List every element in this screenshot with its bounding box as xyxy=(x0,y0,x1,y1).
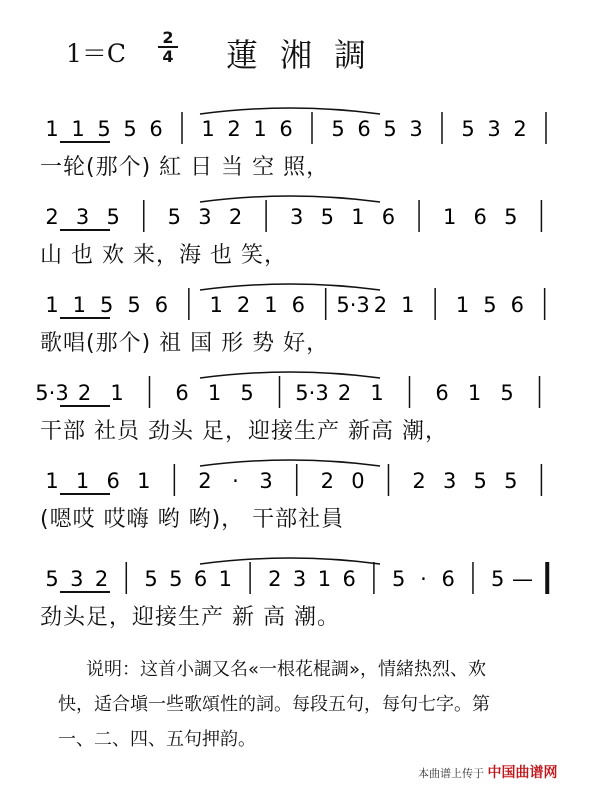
note: 6 xyxy=(175,381,189,405)
note: 5 xyxy=(167,205,182,229)
note: 5 xyxy=(383,117,397,141)
note: 5 xyxy=(320,205,334,229)
note: 1 xyxy=(467,381,482,405)
note: 3 xyxy=(75,205,90,229)
notation xyxy=(40,462,570,502)
note: 1 xyxy=(253,117,267,141)
lyric-line: 劲头足，迎接生产 新 高 潮。 xyxy=(40,605,340,630)
note: 6 xyxy=(149,117,163,141)
note: — xyxy=(511,567,533,591)
footer-uploaded: 本曲谱上传于 xyxy=(418,767,484,780)
note: 5 xyxy=(500,381,514,405)
notation xyxy=(35,374,570,414)
time-signature xyxy=(158,30,178,64)
note: 1 xyxy=(401,293,415,317)
note: 1 xyxy=(201,117,215,141)
song-title: 蓮湘調 xyxy=(226,36,389,74)
note: 5 xyxy=(127,293,141,317)
note: 6 xyxy=(357,117,371,141)
note: 2 xyxy=(268,567,282,591)
note: 5·3 xyxy=(35,381,69,405)
note: 1 xyxy=(110,381,124,405)
note: 6 xyxy=(510,293,524,317)
time-bottom: 4 xyxy=(162,47,174,66)
note: 6 xyxy=(342,567,356,591)
note: · xyxy=(232,469,239,493)
lyric-line: 山 也 欢 来，海 也 笑， xyxy=(40,243,287,268)
note: 1 xyxy=(351,205,365,229)
note: 5 xyxy=(45,567,59,591)
note: 5 xyxy=(461,117,475,141)
note: 5 xyxy=(100,293,114,317)
note: 5 xyxy=(144,567,158,591)
note: 5 xyxy=(473,469,487,493)
note: 2 xyxy=(337,381,352,405)
lyric-line: 歌唱(那个) 祖 国 形 势 好， xyxy=(40,331,330,356)
note: 1 xyxy=(442,205,457,229)
note: 2 xyxy=(45,205,59,229)
explanation-line-3: 一、二、四、五句押韵。 xyxy=(58,729,256,750)
note: 5 xyxy=(97,117,111,141)
note: 2 xyxy=(320,469,334,493)
note: 5 xyxy=(491,567,505,591)
key-signature: 1＝C xyxy=(66,39,127,68)
note: 5 xyxy=(504,205,518,229)
note: 5 xyxy=(240,381,254,405)
lyric-line: 干部 社员 劲头 足，迎接生产 新高 潮， xyxy=(40,419,448,444)
note: 1 xyxy=(455,293,470,317)
note: 5 xyxy=(504,469,518,493)
note: 1 xyxy=(45,293,59,317)
note: 2 xyxy=(198,469,212,493)
note: 3 xyxy=(442,469,457,493)
footer xyxy=(418,762,558,782)
note: 5 xyxy=(483,293,497,317)
slur-mark xyxy=(200,108,380,114)
note: 5·3 xyxy=(336,293,370,317)
note: 1 xyxy=(71,117,85,141)
notation xyxy=(40,286,570,326)
note: 1 xyxy=(370,381,384,405)
note: 3 xyxy=(409,117,423,141)
note: 1 xyxy=(137,469,151,493)
note: 6 xyxy=(291,293,306,317)
brand-logo: 中国曲谱网 xyxy=(487,765,558,781)
time-top: 2 xyxy=(162,28,174,47)
note: 5·3 xyxy=(295,381,329,405)
lyric-line: (嗯哎 哎嗨 哟 哟)， 干部社員 xyxy=(40,507,345,532)
note: 2 xyxy=(227,117,241,141)
note: 1 xyxy=(45,469,59,493)
note: 3 xyxy=(487,117,501,141)
note: 3 xyxy=(290,205,304,229)
note: 6 xyxy=(473,205,487,229)
note: 5 xyxy=(391,567,406,591)
note: 6 xyxy=(381,205,396,229)
note: 0 xyxy=(351,469,365,493)
note: 6 xyxy=(441,567,455,591)
note: 2 xyxy=(513,117,527,141)
explanation xyxy=(58,652,578,757)
notation xyxy=(40,110,570,150)
lyric-line: 一轮(那个) 紅 日 当 空 照， xyxy=(40,155,330,180)
note: 6 xyxy=(154,293,169,317)
note: 1 xyxy=(317,567,332,591)
note: 5 xyxy=(331,117,345,141)
note: 6 xyxy=(193,567,208,591)
note: 3 xyxy=(292,567,307,591)
note: 6 xyxy=(279,117,293,141)
note: 2 xyxy=(373,293,388,317)
note: 2 xyxy=(228,205,243,229)
note: 1 xyxy=(75,469,90,493)
notation xyxy=(40,560,570,600)
staff-line xyxy=(40,462,570,572)
note: 3 xyxy=(70,567,84,591)
note: 6 xyxy=(435,381,449,405)
note: 1 xyxy=(209,293,223,317)
note: 5 xyxy=(123,117,137,141)
note: 3 xyxy=(198,205,212,229)
note: 5 xyxy=(106,205,120,229)
note: · xyxy=(420,567,427,591)
note: 1 xyxy=(218,567,233,591)
note: 1 xyxy=(207,381,222,405)
note: 6 xyxy=(106,469,120,493)
note: 2 xyxy=(77,381,92,405)
note: 1 xyxy=(72,293,87,317)
note: 1 xyxy=(264,293,278,317)
note: 2 xyxy=(94,567,109,591)
note: 2 xyxy=(236,293,251,317)
explanation-line-2: 快，适合塡一些歌頌性的詞。每段五句，每句七字。第 xyxy=(58,694,490,715)
note: 3 xyxy=(259,469,273,493)
note: 5 xyxy=(169,567,183,591)
note: 2 xyxy=(412,469,426,493)
explanation-line-1: 说明：这首小調又名«一根花棍調»，情緒热烈、欢 xyxy=(86,659,487,680)
note: 1 xyxy=(45,117,59,141)
notation xyxy=(40,198,570,238)
